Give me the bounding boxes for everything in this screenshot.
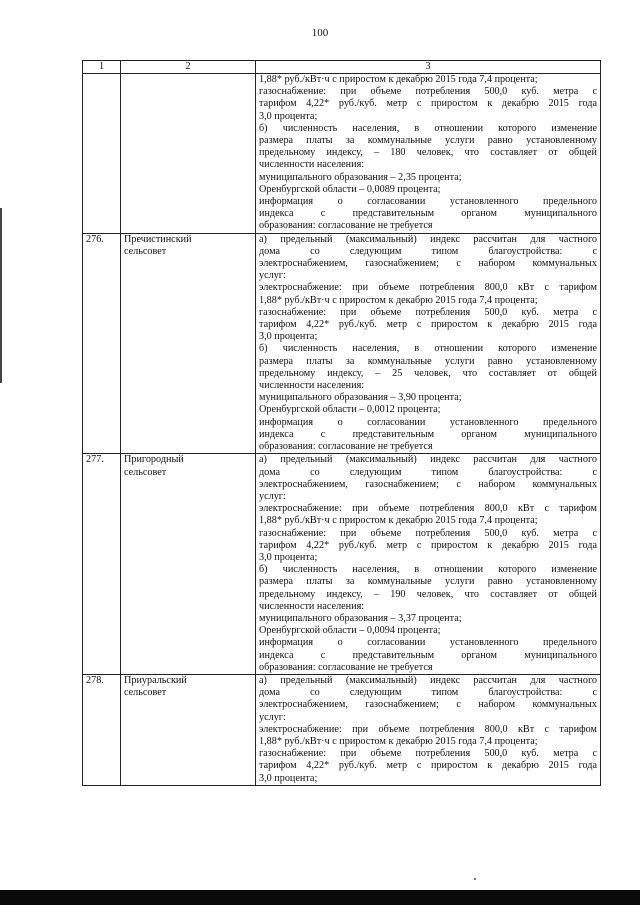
- details-line: газоснабжение: при объеме потребления 500,0 куб. метра с: [259, 86, 597, 98]
- details-line: 3,0 процента;: [259, 110, 318, 122]
- details-line: а) предельный (максимальный) индекс рассчитан для частного: [259, 233, 597, 245]
- details-line: 3,0 процента;: [259, 551, 318, 563]
- details-line: индекса с представительным органом муниципального: [259, 208, 597, 220]
- details-line: б) численность населения, в отношении которого изменение: [259, 564, 597, 576]
- municipality-name: [121, 454, 256, 675]
- details-line: муниципального образования – 3,37 процента;: [259, 612, 462, 624]
- details-line: электроснабжение: при объеме потребления 800,0 кВт с тарифом: [259, 503, 597, 515]
- details-line: Оренбургской области – 0,0012 процента;: [259, 404, 441, 416]
- municipality-name: [121, 674, 256, 785]
- details-line: размера платы за коммунальные услуги равно установленному: [259, 355, 597, 367]
- details-line: численности населения:: [259, 380, 365, 392]
- scan-edge-mark: [0, 208, 2, 383]
- details-line: информация о согласовании установленного предельного: [259, 416, 597, 428]
- details-line: а) предельный (максимальный) индекс рассчитан для частного: [259, 674, 597, 686]
- page-number: 100: [311, 27, 329, 39]
- details-line: информация о согласовании установленного предельного: [259, 196, 597, 208]
- details-line: 3,0 процента;: [259, 772, 318, 784]
- details-line: газоснабжение: при объеме потребления 500,0 куб. метра с: [259, 527, 597, 539]
- row-number: [83, 74, 121, 234]
- column-header-municipality: 2: [121, 61, 256, 74]
- details-line: б) численность населения, в отношении которого изменение: [259, 343, 597, 355]
- table-row: [83, 454, 601, 675]
- details-line: тарифом 4,22* руб./куб. метр с приростом к декабрю 2015 года: [259, 319, 597, 331]
- scan-speck: [474, 878, 476, 880]
- details-line: Оренбургской области – 0,0089 процента;: [259, 183, 441, 195]
- row-number: 277.: [83, 454, 121, 675]
- details-line: 1,88* руб./кВт·ч с приростом к декабрю 2015 года 7,4 процента;: [259, 74, 538, 85]
- details-line: муниципального образования – 2,35 процента;: [259, 171, 462, 183]
- details-line: услуг:: [259, 270, 286, 282]
- details-line: образования: согласование не требуется: [259, 220, 433, 232]
- details-line: 1,88* руб./кВт·ч с приростом к декабрю 2015 года 7,4 процента;: [259, 735, 538, 747]
- details-line: услуг:: [259, 490, 286, 502]
- details-line: газоснабжение: при объеме потребления 500,0 куб. метра с: [259, 748, 597, 760]
- municipality-name-line: сельсовет: [124, 466, 167, 478]
- details-line: предельному индексу, – 190 человек, что составляет от общей: [259, 588, 597, 600]
- municipality-name-line: Пречистинский: [124, 233, 192, 245]
- details-line: дома со следующим типом благоустройства: с: [259, 466, 597, 478]
- row-number: 276.: [83, 233, 121, 454]
- municipality-name: [121, 74, 256, 234]
- municipality-name-line: Приуральский: [124, 674, 187, 686]
- details-line: тарифом 4,22* руб./куб. метр с приростом к декабрю 2015 года: [259, 539, 597, 551]
- index-table: [82, 60, 601, 786]
- details-line: 1,88* руб./кВт·ч с приростом к декабрю 2015 года 7,4 процента;: [259, 515, 538, 527]
- table-body: [83, 74, 601, 786]
- details-line: услуг:: [259, 711, 286, 723]
- index-details: [256, 74, 601, 234]
- details-line: газоснабжение: при объеме потребления 500,0 куб. метра с: [259, 306, 597, 318]
- details-line: дома со следующим типом благоустройства: с: [259, 245, 597, 257]
- details-line: размера платы за коммунальные услуги равно установленному: [259, 135, 597, 147]
- details-line: электроснабжением, газоснабжением; с набором коммунальных: [259, 699, 597, 711]
- index-details: [256, 674, 601, 785]
- municipality-name-line: сельсовет: [124, 687, 167, 699]
- details-line: а) предельный (максимальный) индекс рассчитан для частного: [259, 454, 597, 466]
- index-details: [256, 233, 601, 454]
- details-line: электроснабжением, газоснабжением; с набором коммунальных: [259, 258, 597, 270]
- index-details: [256, 454, 601, 675]
- details-line: индекса с представительным органом муниципального: [259, 649, 597, 661]
- table-row: [83, 233, 601, 454]
- details-line: муниципального образования – 3,90 процента;: [259, 392, 462, 404]
- table-row: [83, 674, 601, 785]
- details-line: предельному индексу, – 180 человек, что составляет от общей: [259, 147, 597, 159]
- scan-bottom-edge: [0, 890, 640, 905]
- details-line: электроснабжение: при объеме потребления 800,0 кВт с тарифом: [259, 723, 597, 735]
- details-line: предельному индексу, – 25 человек, что составляет от общей: [259, 367, 597, 379]
- details-line: б) численность населения, в отношении которого изменение: [259, 122, 597, 134]
- municipality-name: [121, 233, 256, 454]
- table-row: [83, 74, 601, 234]
- details-line: образования: согласование не требуется: [259, 661, 433, 673]
- row-number: 278.: [83, 674, 121, 785]
- municipality-name-line: сельсовет: [124, 245, 167, 257]
- details-line: электроснабжение: при объеме потребления 800,0 кВт с тарифом: [259, 282, 597, 294]
- details-line: информация о согласовании установленного предельного: [259, 637, 597, 649]
- table-header-row: [83, 61, 601, 74]
- details-line: образования: согласование не требуется: [259, 441, 433, 453]
- details-line: размера платы за коммунальные услуги равно установленному: [259, 576, 597, 588]
- municipality-name-line: Пригородный: [124, 454, 184, 466]
- details-line: тарифом 4,22* руб./куб. метр с приростом к декабрю 2015 года: [259, 98, 597, 110]
- details-line: индекса с представительным органом муниципального: [259, 428, 597, 440]
- details-line: численности населения:: [259, 600, 365, 612]
- column-header-details: 3: [256, 61, 601, 74]
- details-line: тарифом 4,22* руб./куб. метр с приростом к декабрю 2015 года: [259, 760, 597, 772]
- details-line: электроснабжением, газоснабжением; с набором коммунальных: [259, 478, 597, 490]
- details-line: Оренбургской области – 0,0094 процента;: [259, 625, 441, 637]
- column-header-number: 1: [83, 61, 121, 74]
- details-line: 1,88* руб./кВт·ч с приростом к декабрю 2015 года 7,4 процента;: [259, 294, 538, 306]
- details-line: 3,0 процента;: [259, 331, 318, 343]
- details-line: численности населения:: [259, 159, 365, 171]
- details-line: дома со следующим типом благоустройства: с: [259, 687, 597, 699]
